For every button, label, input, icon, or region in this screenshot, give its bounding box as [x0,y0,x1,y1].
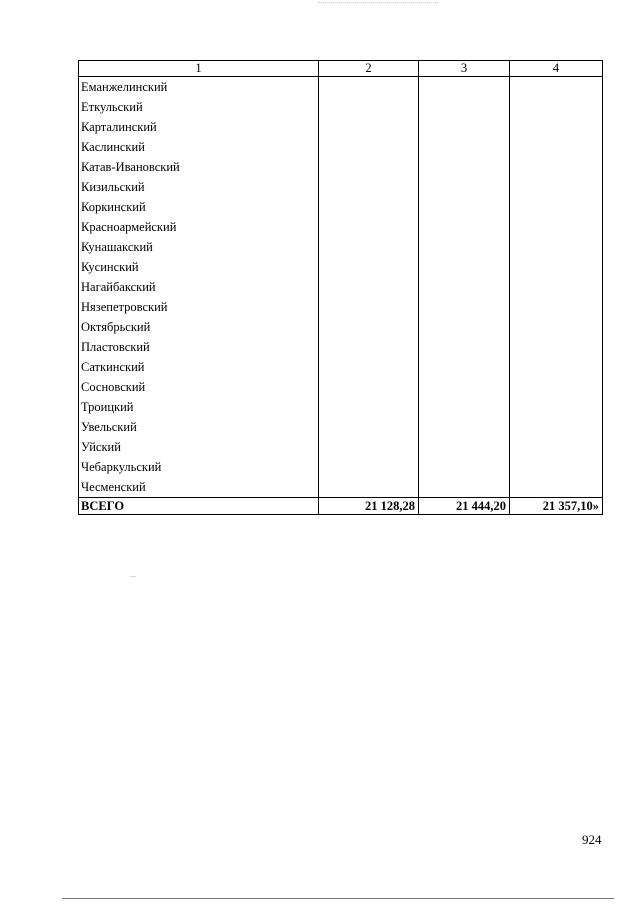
row-value-3 [419,437,510,457]
row-value-3 [419,297,510,317]
row-value-4 [510,317,603,337]
table-row [79,417,603,437]
total-value-2: 21 128,28 [319,498,419,515]
table-row [79,177,603,197]
table-row [79,357,603,377]
table-row [79,337,603,357]
row-value-2 [319,377,419,397]
row-value-3 [419,177,510,197]
row-value-3 [419,77,510,98]
row-value-4 [510,357,603,377]
row-value-4 [510,437,603,457]
column-header-2: 2 [319,61,419,77]
row-value-4 [510,137,603,157]
column-header-1: 1 [79,61,319,77]
row-value-3 [419,377,510,397]
total-row [79,498,603,515]
row-value-4 [510,277,603,297]
row-label: Уйский [79,437,319,457]
table-row [79,437,603,457]
table-row [79,457,603,477]
scan-speck [130,576,136,577]
row-label: Нязепетровский [79,297,319,317]
row-value-4 [510,237,603,257]
row-value-2 [319,77,419,98]
table-row [79,77,603,98]
row-value-3 [419,97,510,117]
row-value-3 [419,357,510,377]
table-row [79,197,603,217]
row-value-2 [319,177,419,197]
page-number: 924 [582,832,602,847]
row-label: Карталинский [79,117,319,137]
row-value-2 [319,117,419,137]
row-value-3 [419,117,510,137]
row-value-3 [419,257,510,277]
row-label: Еткульский [79,97,319,117]
row-value-4 [510,337,603,357]
row-value-3 [419,317,510,337]
row-value-2 [319,197,419,217]
row-value-2 [319,97,419,117]
table-row [79,157,603,177]
row-value-4 [510,377,603,397]
row-value-4 [510,417,603,437]
row-label: Троицкий [79,397,319,417]
row-value-4 [510,97,603,117]
table-body [79,77,603,515]
row-value-2 [319,417,419,437]
row-value-2 [319,137,419,157]
page-bottom-rule [62,898,614,899]
row-value-2 [319,337,419,357]
row-label: Чебаркульский [79,457,319,477]
row-label: Коркинский [79,197,319,217]
row-value-4 [510,457,603,477]
row-label: Еманжелинский [79,77,319,98]
row-value-2 [319,277,419,297]
row-label: Сосновский [79,377,319,397]
total-value-4: 21 357,10» [510,498,603,515]
table-row [79,277,603,297]
scan-specks [318,2,438,9]
row-value-3 [419,137,510,157]
row-value-3 [419,157,510,177]
row-value-3 [419,397,510,417]
row-value-4 [510,397,603,417]
row-value-2 [319,317,419,337]
row-value-4 [510,177,603,197]
table-row [79,237,603,257]
row-value-3 [419,417,510,437]
row-value-3 [419,337,510,357]
row-value-4 [510,77,603,98]
row-value-4 [510,157,603,177]
budget-table [78,60,603,515]
row-value-2 [319,457,419,477]
table-row [79,97,603,117]
row-label: Чесменский [79,477,319,498]
table-row [79,217,603,237]
table-row [79,137,603,157]
row-value-3 [419,237,510,257]
row-value-3 [419,197,510,217]
row-value-2 [319,397,419,417]
row-value-4 [510,217,603,237]
row-label: Октябрьский [79,317,319,337]
row-value-4 [510,477,603,498]
row-value-2 [319,157,419,177]
table-row [79,257,603,277]
table-row [79,397,603,417]
row-value-3 [419,217,510,237]
row-value-3 [419,277,510,297]
column-header-3: 3 [419,61,510,77]
row-value-2 [319,217,419,237]
row-value-2 [319,477,419,498]
row-label: Кизильский [79,177,319,197]
row-label: Пластовский [79,337,319,357]
row-value-2 [319,297,419,317]
row-value-2 [319,437,419,457]
table-header-row [79,61,603,77]
table-row [79,297,603,317]
table-row [79,477,603,498]
row-value-3 [419,457,510,477]
row-label: Каслинский [79,137,319,157]
row-value-2 [319,357,419,377]
row-label: Кусинский [79,257,319,277]
row-label: Саткинский [79,357,319,377]
total-label: ВСЕГО [79,498,319,515]
row-value-2 [319,257,419,277]
row-label: Кунашакский [79,237,319,257]
row-label: Нагайбакский [79,277,319,297]
table-row [79,117,603,137]
row-value-4 [510,257,603,277]
row-value-3 [419,477,510,498]
row-label: Катав-Ивановский [79,157,319,177]
column-header-4: 4 [510,61,603,77]
total-value-3: 21 444,20 [419,498,510,515]
row-value-4 [510,197,603,217]
row-label: Увельский [79,417,319,437]
table-row [79,377,603,397]
row-value-4 [510,117,603,137]
table-row [79,317,603,337]
row-value-2 [319,237,419,257]
row-label: Красноармейский [79,217,319,237]
row-value-4 [510,297,603,317]
